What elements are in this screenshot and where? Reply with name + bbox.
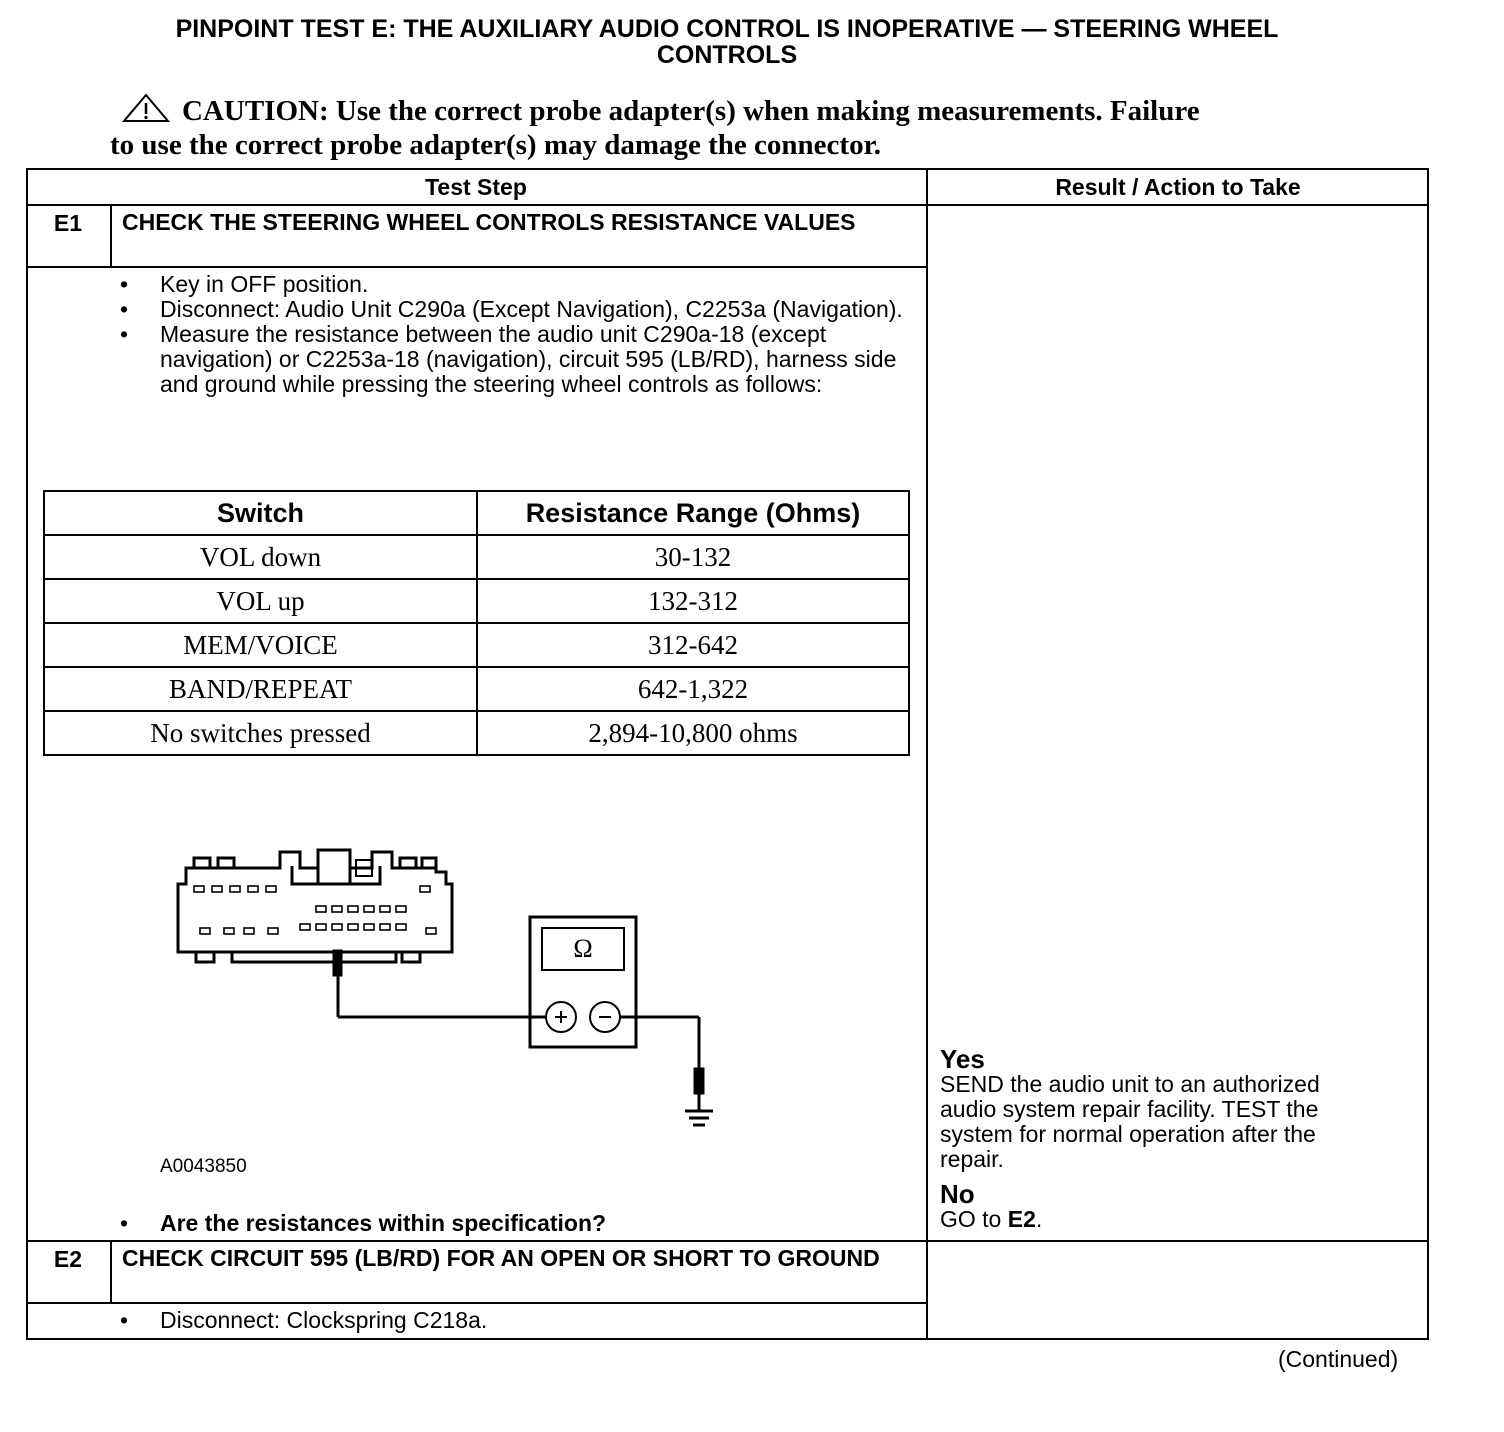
header-test-step: Test Step [425, 174, 527, 200]
test-probe-positive [333, 950, 546, 1017]
cell-switch: VOL up [44, 579, 477, 623]
result-no-action [940, 1207, 1400, 1232]
col-header-resistance: Resistance Range (Ohms) [477, 491, 909, 535]
audio-unit-connector-icon [178, 850, 452, 962]
cell-resistance: 642-1,322 [477, 667, 909, 711]
list-item: • Disconnect: Audio Unit C290a (Except Navigation), C2253a (Navigation). [118, 297, 908, 322]
cell-switch: MEM/VOICE [44, 623, 477, 667]
result-yes-text: SEND the audio unit to an authorized audio system repair facility. TEST the system for normal operation after the repair. [940, 1071, 1320, 1172]
cell-resistance: 312-642 [477, 623, 909, 667]
cell-resistance: 132-312 [477, 579, 909, 623]
ohm-symbol: Ω [573, 934, 593, 963]
result-no-text: GO to [940, 1206, 1008, 1232]
cell-resistance: 2,894-10,800 ohms [477, 711, 909, 755]
connector-pins [194, 886, 436, 934]
step-e2-id: E2 [53, 1246, 83, 1272]
result-no-target-link[interactable]: E2 [1007, 1206, 1036, 1232]
cell-switch: VOL down [44, 535, 477, 579]
caution-text-line-1: Use the correct probe adapter(s) when making measurements. Failure [335, 95, 1200, 127]
cell-switch: BAND/REPEAT [44, 667, 477, 711]
result-no-end: . [1035, 1206, 1043, 1232]
step-e1-id: E1 [53, 210, 83, 236]
caution-text-line-2: to use the correct probe adapter(s) may damage the connector. [110, 129, 882, 161]
col-header-switch: Switch [44, 491, 477, 535]
continued-label: (Continued) [1278, 1346, 1399, 1372]
step-e2-title: CHECK CIRCUIT 595 (LB/RD) FOR AN OPEN OR SHORT TO GROUND [122, 1245, 880, 1271]
step-e1-question: • Are the resistances within specification? [118, 1210, 606, 1237]
step-e1-title: CHECK THE STEERING WHEEL CONTROLS RESISTANCE VALUES [122, 209, 856, 235]
ground-lead [620, 1017, 704, 1110]
result-yes-label: Yes [940, 1044, 985, 1074]
step-e2-instructions [118, 1308, 908, 1333]
title-line-2: CONTROLS [656, 41, 798, 69]
step-e1-results [940, 1046, 1400, 1232]
ground-icon [685, 1111, 713, 1125]
list-item: • Key in OFF position. [118, 272, 908, 297]
list-item: • Measure the resistance between the audio unit C290a-18 (except navigation) or C2253a-18 (navigation), circuit 595 (LB/RD), harness side and ground while pressing the steering wheel controls as follows: [118, 322, 908, 397]
title-line-1: PINPOINT TEST E: THE AUXILIARY AUDIO CONTROL IS INOPERATIVE — STEERING WHEEL [175, 15, 1279, 43]
result-no-label: No [940, 1179, 975, 1209]
cell-resistance: 30-132 [477, 535, 909, 579]
header-result-action: Result / Action to Take [1055, 174, 1301, 200]
caution-label: CAUTION: [182, 95, 329, 127]
list-item: • Disconnect: Clockspring C218a. [118, 1308, 908, 1333]
cell-switch: No switches pressed [44, 711, 477, 755]
figure-id: A0043850 [160, 1156, 247, 1177]
